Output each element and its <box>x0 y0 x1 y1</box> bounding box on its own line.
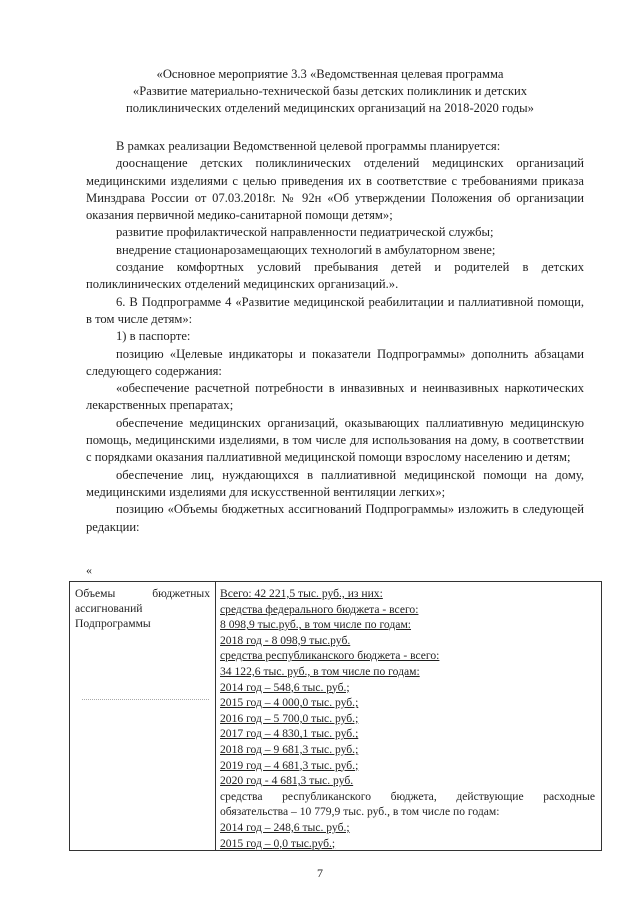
table-row: 2017 год – 4 830,1 тыс. руб.; <box>220 727 359 741</box>
table-row: 2014 год – 248,6 тыс. руб.; <box>220 820 350 834</box>
heading-line-3: поликлинических отделений медицинских организаций на 2018-2020 годы» <box>126 101 534 115</box>
paragraph: В рамках реализации Ведомственной целевой программы планируется: <box>116 139 501 153</box>
label-line: ассигнований <box>75 602 143 615</box>
paragraph: позицию «Целевые индикаторы и показатели Подпрограммы» дополнить абзацами следующего содержания: <box>86 346 584 378</box>
table-row: 2014 год – 548,6 тыс. руб.; <box>220 680 350 694</box>
paragraph: «обеспечение расчетной потребности в инвазивных и неинвазивных наркотических лекарственных препаратах; <box>86 381 584 413</box>
table-row: средства республиканского бюджета - всего: <box>220 649 440 663</box>
table-label-cell <box>70 582 216 850</box>
body-text <box>86 138 584 536</box>
paragraph: позицию «Объемы бюджетных ассигнований Подпрограммы» изложить в следующей редакции: <box>86 502 584 534</box>
section-heading <box>80 66 580 117</box>
opening-quote-mark: « <box>86 563 92 577</box>
table-row: 2018 год - 8 098,9 тыс.руб. <box>220 633 351 647</box>
table-row: 2020 год - 4 681,3 тыс. руб. <box>220 774 354 788</box>
table-row: 2015 год – 0,0 тыс.руб.; <box>220 836 336 850</box>
table-row: 2019 год – 4 681,3 тыс. руб.; <box>220 758 359 772</box>
paragraph: 6. В Подпрограмме 4 «Развитие медицинской реабилитации и паллиативной помощи, в том числе детям»: <box>86 294 584 326</box>
table-row: 8 098,9 тыс.руб., в том числе по годам: <box>220 618 412 632</box>
page-number: 7 <box>317 866 323 880</box>
dotted-divider <box>82 699 209 700</box>
table-row: 2018 год – 9 681,3 тыс. руб.; <box>220 742 359 756</box>
label-word: Объемы <box>75 587 116 600</box>
paragraph: обеспечение медицинских организаций, оказывающих паллиативную медицинскую помощь, медицинскими изделиями, в том числе для использования на дому, в соответствии с порядками оказания паллиативной медицинской помощи взрослому населению и детям; <box>86 415 584 465</box>
heading-line-1: «Основное мероприятие 3.3 «Ведомственная целевая программа <box>156 67 504 81</box>
paragraph: создание комфортных условий пребывания детей и родителей в детских поликлинических отделений медицинских организаций.». <box>86 260 584 292</box>
table-row: средства республиканского бюджета, действующие расходные обязательства – 10 779,9 тыс. руб., в том числе по годам: <box>220 789 595 819</box>
table-row: 2015 год – 4 000,0 тыс. руб.; <box>220 696 359 710</box>
label-line: Подпрограммы <box>75 617 151 630</box>
paragraph: дооснащение детских поликлинических отделений медицинских организаций медицинскими изделиями с целью приведения их в соответствие с требованиями приказа Минздрава России от 07.03.2018г. № 92н «Об утверждении Положения об организации оказания первичной медико-санитарной помощи детям»; <box>86 156 584 223</box>
paragraph: обеспечение лиц, нуждающихся в паллиативной медицинской помощи на дому, медицинскими изделиями для искусственной вентиляции легких»; <box>86 467 584 499</box>
table-value-cell <box>216 582 601 850</box>
heading-line-2: «Развитие материально-технической базы детских поликлиник и детских <box>132 84 528 98</box>
paragraph: развитие профилактической направленности педиатрической службы; <box>116 225 494 240</box>
table-row: 2016 год – 5 700,0 тыс. руб.; <box>220 711 359 725</box>
paragraph: 1) в паспорте: <box>116 329 191 344</box>
table-row: Всего: 42 221,5 тыс. руб., из них: <box>220 587 383 600</box>
table-row: средства федерального бюджета - всего: <box>220 602 419 616</box>
label-word: бюджетных <box>152 587 210 600</box>
paragraph: внедрение стационарозамещающих технологий в амбулаторном звене; <box>116 242 496 257</box>
table-row: 34 122,6 тыс. руб., в том числе по годам: <box>220 664 420 678</box>
budget-table <box>69 581 602 851</box>
